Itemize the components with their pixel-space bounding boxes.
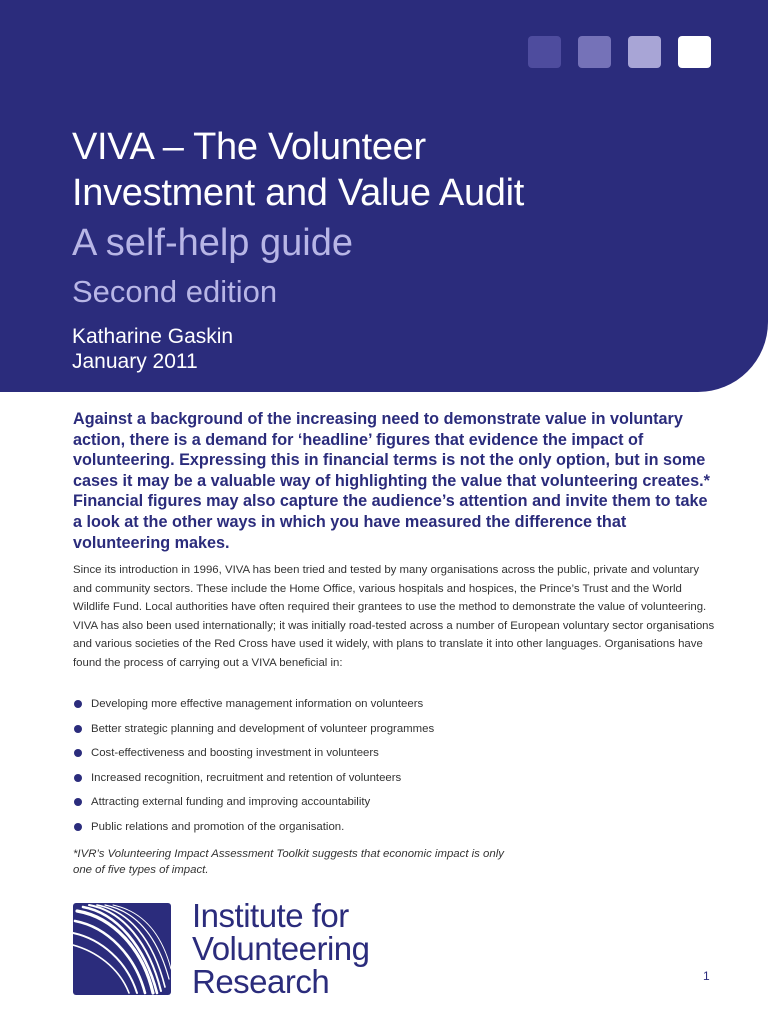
bullet-icon	[74, 798, 82, 806]
bullet-icon	[74, 725, 82, 733]
list-item-text: Better strategic planning and development of volunteer programmes	[91, 722, 435, 735]
logo-line-1: Institute for	[192, 897, 349, 934]
bullet-icon	[74, 749, 82, 757]
bullet-icon	[74, 774, 82, 782]
decorative-squares	[528, 36, 711, 68]
list-item	[73, 769, 713, 794]
bullet-icon	[74, 700, 82, 708]
document-title	[72, 124, 524, 216]
benefits-list	[73, 695, 713, 842]
square-3	[628, 36, 661, 68]
list-item-text: Cost-effectiveness and boosting investment in volunteers	[91, 747, 379, 759]
list-item	[73, 818, 713, 843]
title-line-1: VIVA – The Volunteer	[72, 126, 426, 168]
author-name: Katharine Gaskin	[72, 325, 234, 348]
edition-label: Second edition	[72, 274, 278, 309]
list-item	[73, 720, 713, 745]
logo-line-3: Research	[192, 963, 330, 1000]
square-1	[528, 36, 561, 68]
list-item	[73, 793, 713, 818]
document-subtitle: A self-help guide	[72, 222, 353, 264]
cover-header	[0, 0, 768, 392]
page-number: 1	[703, 969, 710, 983]
publication-date: January 2011	[72, 350, 198, 373]
list-item	[73, 695, 713, 720]
list-item-text: Increased recognition, recruitment and retention of volunteers	[91, 771, 402, 784]
ivr-swirl-logo-icon	[73, 903, 171, 995]
logo-line-2: Volunteering	[192, 930, 370, 967]
list-item	[73, 744, 713, 769]
footnote-line-2: one of five types of impact.	[73, 863, 209, 876]
bullet-icon	[74, 823, 82, 831]
title-line-2: Investment and Value Audit	[72, 172, 525, 214]
ivr-logo-text	[192, 899, 369, 998]
lead-paragraph: Against a background of the increasing need to demonstrate value in voluntary action, there is a demand for ‘headline’ figures that evidence the impact of volunteering. Expressing this in financial terms is not the only option, but in some cases it may be a valuable way of highlighting the value that volunteering creates.* Financial figures may also capture the audience’s attention and invite them to take a look at the other ways in which you have measured the difference that volunteering makes.	[73, 410, 710, 552]
list-item-text: Developing more effective management information on volunteers	[91, 698, 424, 710]
footnote	[73, 847, 593, 878]
square-4	[678, 36, 711, 68]
body-paragraph: Since its introduction in 1996, VIVA has been tried and tested by many organisations across the public, private and voluntary and community sectors. These include the Home Office, various hospitals and hospices, the Prince’s Trust and the World Wildlife Fund. Local authorities have often required their grantees to use the method to demonstrate the value of volunteering. VIVA has also been used internationally; it was initially road-tested across a number of European voluntary sector organisations and various societies of the Red Cross have used it widely, with plans to translate it into other languages. Organisations have found the process of carrying out a VIVA beneficial in:	[73, 564, 715, 669]
list-item-text: Attracting external funding and improving accountability	[91, 796, 371, 808]
footnote-line-1: *IVR’s Volunteering Impact Assessment Toolkit suggests that economic impact is only	[73, 848, 504, 860]
list-item-text: Public relations and promotion of the organisation.	[91, 820, 345, 833]
square-2	[578, 36, 611, 68]
